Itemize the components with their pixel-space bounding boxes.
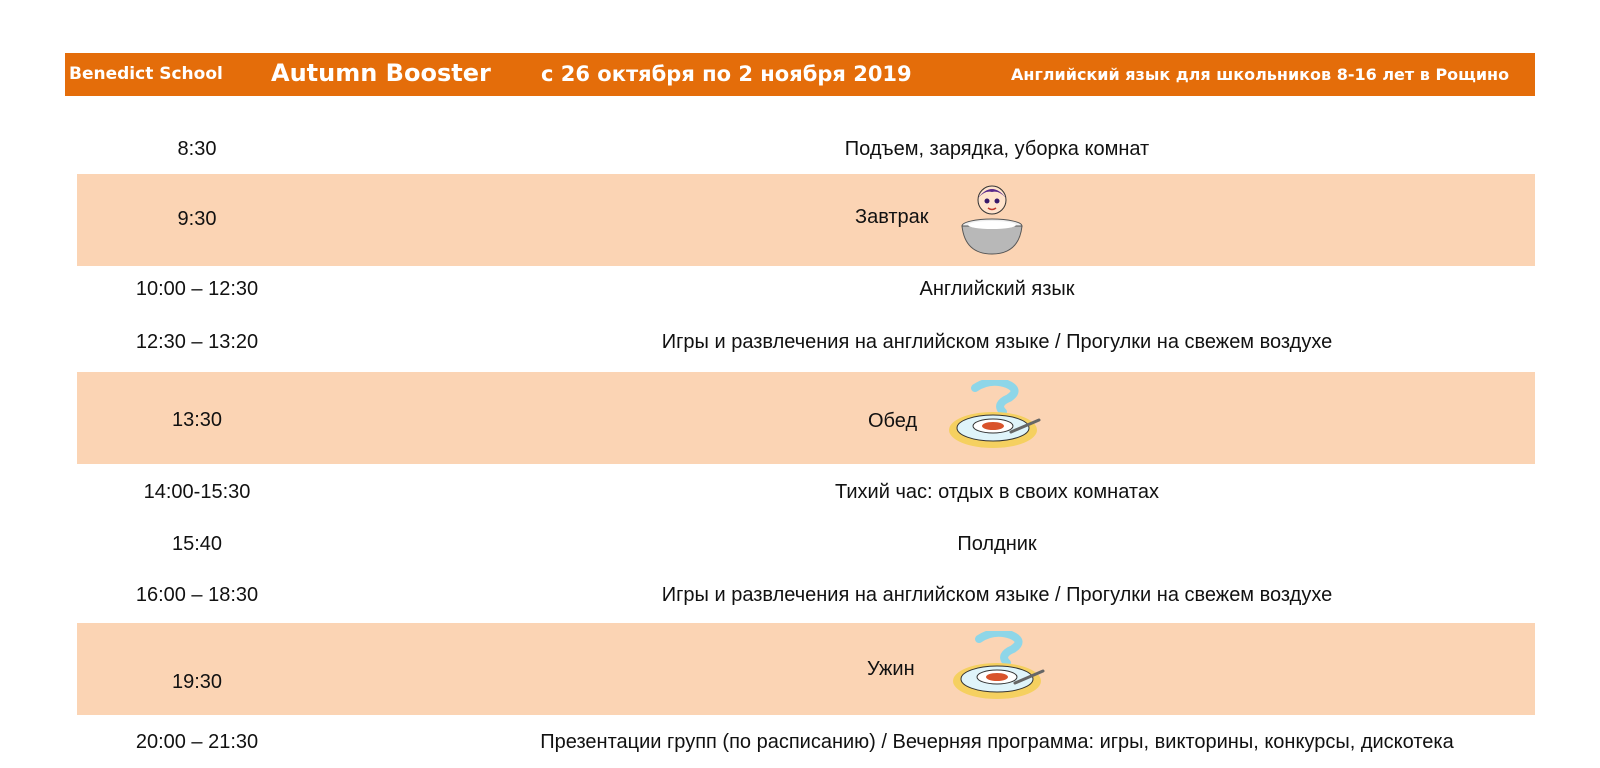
row-time: 10:00 – 12:30 — [135, 278, 259, 300]
header-banner — [65, 53, 1535, 96]
breakfast-bowl-icon — [959, 180, 1025, 258]
row-activity: Завтрак — [855, 206, 929, 228]
row-time: 16:00 – 18:30 — [135, 584, 259, 606]
row-time: 9:30 — [177, 208, 217, 230]
schedule-row — [77, 722, 1535, 762]
row-activity: Ужин — [867, 658, 915, 680]
schedule-row — [77, 574, 1535, 614]
row-time: 13:30 — [171, 409, 223, 431]
schedule-row — [77, 268, 1535, 312]
row-activity: Полдник — [957, 533, 1037, 555]
row-activity: Игры и развлечения на английском языке / Прогулки на свежем воздухе — [661, 584, 1333, 606]
school-name: Benedict School — [69, 64, 223, 84]
schedule-row — [77, 623, 1535, 715]
row-time: 19:30 — [171, 671, 223, 693]
schedule-row — [77, 470, 1535, 510]
soup-plate-icon — [945, 380, 1045, 452]
schedule-row — [77, 174, 1535, 266]
row-activity: Обед — [868, 410, 918, 432]
row-activity: Подъем, зарядка, уборка комнат — [844, 138, 1150, 160]
program-title: Autumn Booster — [271, 59, 491, 87]
program-subtitle: Английский язык для школьников 8-16 лет в Рощино — [1011, 65, 1510, 84]
row-time: 15:40 — [171, 533, 223, 555]
row-time: 14:00-15:30 — [143, 481, 251, 503]
row-time: 20:00 – 21:30 — [135, 731, 259, 753]
schedule-row — [77, 128, 1535, 168]
program-dates: с 26 октября по 2 ноября 2019 — [541, 62, 912, 86]
row-activity: Английский язык — [919, 278, 1075, 300]
schedule-row — [77, 522, 1535, 562]
schedule-row — [77, 372, 1535, 464]
row-activity: Игры и развлечения на английском языке / Прогулки на свежем воздухе — [661, 331, 1333, 353]
row-activity: Презентации групп (по расписанию) / Вечерняя программа: игры, викторины, конкурсы, дискотека — [540, 731, 1454, 753]
row-time: 12:30 – 13:20 — [135, 331, 259, 353]
schedule-row — [77, 322, 1535, 362]
row-time: 8:30 — [177, 138, 217, 160]
soup-plate-icon — [949, 631, 1049, 703]
row-activity: Тихий час: отдых в своих комнатах — [835, 481, 1159, 503]
